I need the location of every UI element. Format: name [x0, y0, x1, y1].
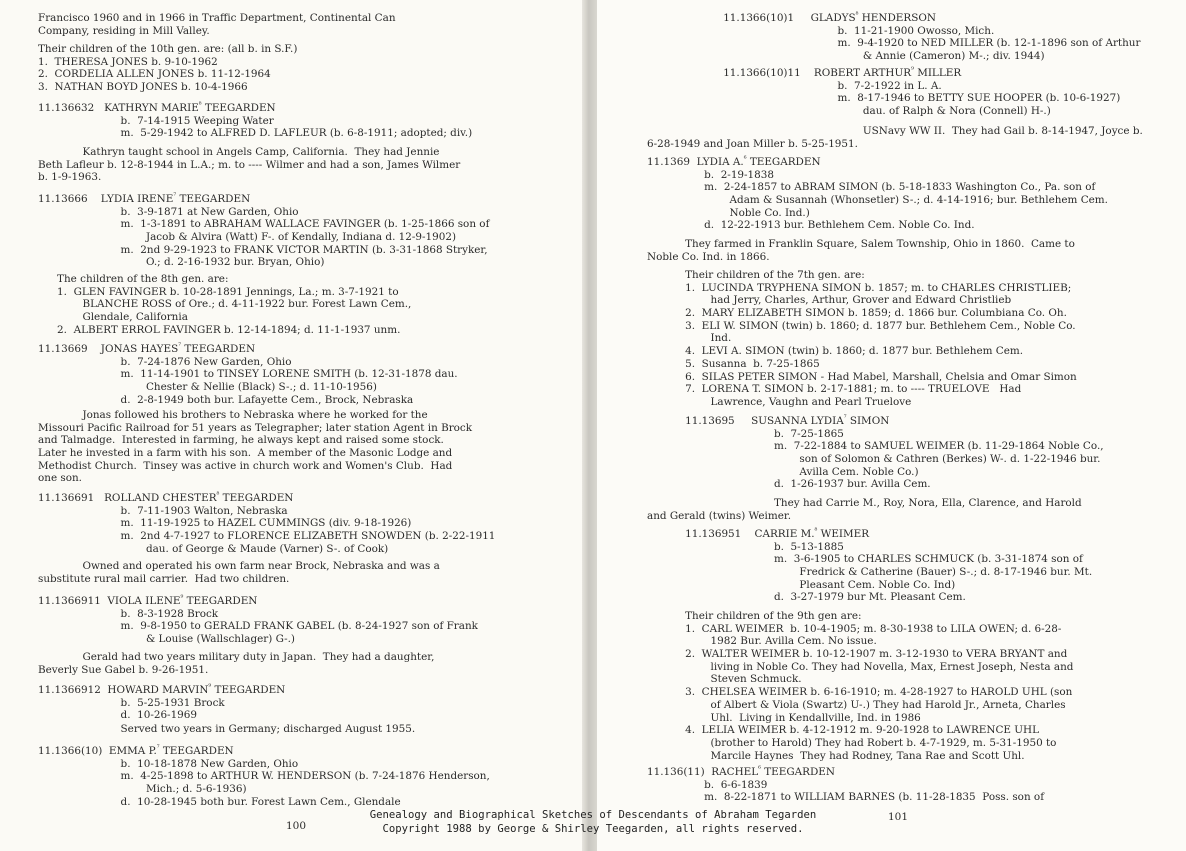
text-line: 11.1366911 VIOLA $ILENE^{^9}$ TEEGARDEN: [38, 594, 258, 607]
text-line: 11.13695 SUSANNA $LYDIA^{^7}$ SIMON: [685, 414, 890, 427]
text-line: of Albert & Viola (Swartz) U-.) They had Harold Jr., Arneta, Charles: [710, 698, 1066, 711]
text-line: Later he invested in a farm with his son. A member of the Masonic Lodge and: [38, 447, 453, 460]
text-line: m. 2nd 9-29-1923 to FRANK VICTOR MARTIN (b. 3-31-1868 Stryker,: [120, 243, 488, 256]
right-page-entry: [647, 766, 1044, 804]
text-line: Glendale, California: [82, 311, 188, 324]
text-line: Beth Lafleur b. 12-8-1944 in L.A.; m. to ---- Wilmer and had a son, James Wilmer: [38, 158, 461, 171]
text-line: They had Carrie M., Roy, Nora, Ella, Clarence, and Harold: [774, 497, 1082, 509]
right-page-entry: [647, 125, 1143, 150]
text-line: Fredrick & Catherine (Bauer) S-.; d. 8-17-1946 bur. Mt.: [799, 566, 1093, 579]
text-line: Missouri Pacific Railroad for 51 years as Telegrapher; later station Agent in Brock: [38, 421, 473, 434]
text-line: m. 8-22-1871 to WILLIAM BARNES (b. 11-28-1835 Poss. son of: [704, 791, 1045, 804]
text-line: 5. Susanna b. 7-25-1865: [685, 357, 820, 370]
text-line: one son.: [38, 472, 82, 485]
text-line: m. 11-19-1925 to HAZEL CUMMINGS (div. 9-18-1926): [120, 517, 412, 530]
text-line: 11.1366912 HOWARD $MARVIN^{^9}$ TEEGARDEN: [38, 683, 286, 696]
text-line: Methodist Church. Tinsey was active in church work and Women's Club. Had: [38, 459, 453, 472]
left-page-entry: [38, 273, 411, 336]
text-line: and Talmadge. Interested in farming, he always kept and raised some stock.: [38, 434, 444, 447]
text-line: b. 5-25-1931 Brock: [120, 696, 225, 709]
text-line: son of Solomon & Cathren (Berkes) W-. d. 1-22-1946 bur.: [799, 453, 1101, 466]
text-line: m. 3-6-1905 to CHARLES SCHMUCK (b. 3-31-1874 son of: [774, 553, 1083, 566]
text-line: Uhl. Living in Kendallville, Ind. in 1986: [710, 711, 921, 724]
footer-copyright: Copyright 1988 by George & Shirley Teegarden, all rights reserved.: [382, 823, 804, 835]
text-line: Marcile Haynes They had Rodney, Tana Rae and Scott Uhl.: [710, 749, 1025, 762]
text-line: 1. LUCINDA TRYPHENA SIMON b. 1857; m. to CHARLES CHRISTLIEB;: [685, 281, 1072, 294]
text-line: Their children of the 10th gen. are: (all b. in S.F.): [38, 43, 298, 55]
text-line: Pleasant Cem. Noble Co. Ind): [799, 578, 956, 591]
right-page-entry: [647, 156, 1108, 232]
text-line: 1. CARL WEIMER b. 10-4-1905; m. 8-30-1938 to LILA OWEN; d. 6-28-: [685, 622, 1062, 635]
left-page-entry: [38, 343, 458, 406]
left-page-entry: [38, 43, 297, 94]
text-line: Mich.; d. 5-6-1936): [145, 783, 247, 796]
text-line: 3. CHELSEA WEIMER b. 6-16-1910; m. 4-28-1927 to HAROLD UHL (son: [685, 686, 1073, 699]
text-line: m. 9-8-1950 to GERALD FRANK GABEL (b. 8-24-1927 son of Frank: [120, 620, 478, 633]
text-line: dau. of George & Maude (Varner) S-. of Cook): [145, 542, 389, 555]
text-line: 4. LELIA WEIMER b. 4-12-1912 m. 9-20-1928 to LAWRENCE UHL: [685, 724, 1039, 737]
text-line: d. 10-28-1945 both bur. Forest Lawn Cem., Glendale: [120, 795, 401, 808]
text-line: BLANCHE ROSS of Ore.; d. 4-11-1922 bur. Forest Lawn Cem.,: [82, 298, 412, 311]
left-page-entry: [38, 409, 472, 485]
text-line: m. 2nd 4-7-1927 to FLORENCE ELIZABETH SNOWDEN (b. 2-22-1911: [120, 530, 496, 543]
left-page-number: 100: [286, 820, 307, 832]
text-line: Their children of the 7th gen. are:: [685, 269, 865, 281]
text-line: m. 2-24-1857 to ABRAM SIMON (b. 5-18-1833 Washington Co., Pa. son of: [704, 181, 1096, 194]
text-line: O.; d. 2-16-1932 bur. Bryan, Ohio): [145, 256, 325, 269]
text-line: USNavy WW II. They had Gail b. 8-14-1947, Joyce b.: [862, 125, 1143, 137]
left-page-entry: [38, 492, 495, 555]
text-line: 11.1366(10) EMMA P.$^{^7}$ TEEGARDEN: [38, 744, 234, 757]
text-line: 11.1366(10)11 ROBERT $ARTHUR^{^9}$ MILLER: [723, 66, 962, 79]
text-line: 2. CORDELIA ALLEN JONES b. 11-12-1964: [38, 68, 271, 81]
book-gutter: [582, 0, 597, 851]
text-line: Their children of the 9th gen are:: [685, 610, 862, 622]
text-line: 6. SILAS PETER SIMON - Had Mabel, Marshall, Chelsia and Omar Simon: [685, 370, 1077, 383]
right-page-entry: [647, 269, 1077, 409]
right-page-number: 101: [888, 811, 909, 823]
left-page-entry: [38, 684, 285, 722]
text-line: 2. MARY ELIZABETH SIMON b. 1859; d. 1866 bur. Columbiana Co. Oh.: [685, 307, 1067, 320]
right-page-entry: [647, 238, 1075, 263]
text-line: living in Noble Co. They had Novella, Max, Ernest Joseph, Nesta and: [710, 660, 1074, 673]
text-line: b. 3-9-1871 at New Garden, Ohio: [120, 205, 299, 218]
text-line: b. 11-21-1900 Owosso, Mich.: [837, 24, 995, 37]
left-page-entry: [38, 102, 472, 140]
text-line: 11.136632 KATHRYN $MARIE^{^8}$ TEEGARDEN: [38, 101, 276, 114]
text-line: Avilla Cem. Noble Co.): [799, 465, 919, 478]
text-line: b. 10-18-1878 New Garden, Ohio: [120, 757, 299, 770]
text-line: Beverly Sue Gabel b. 9-26-1951.: [38, 663, 209, 676]
text-line: m. 8-17-1946 to BETTY SUE HOOPER (b. 10-6-1927): [837, 92, 1121, 105]
text-line: Jacob & Alvira (Watt) F-. of Kendally, Indiana d. 12-9-1902): [145, 231, 457, 244]
text-line: b. 5-13-1885: [774, 540, 844, 553]
right-page-entry: [647, 610, 1073, 762]
text-line: 11.136(11) $RACHEL^{^6}$ TEEGARDEN: [647, 765, 835, 778]
text-line: 11.136691 ROLLAND $CHESTER^{^8}$ TEEGARDEN: [38, 491, 294, 504]
text-line: Adam & Susannah (Whonsetler) S-.; d. 4-14-1916; bur. Bethlehem Cem.: [729, 194, 1108, 207]
text-line: Chester & Nellie (Black) S-.; d. 11-10-1956): [145, 381, 377, 394]
text-line: Noble Co. Ind.): [729, 206, 810, 219]
text-line: 7. LORENA T. SIMON b. 2-17-1881; m. to ---- TRUELOVE Had: [685, 383, 1022, 396]
text-line: b. 7-14-1915 Weeping Water: [120, 114, 274, 127]
text-line: b. 7-24-1876 New Garden, Ohio: [120, 355, 292, 368]
text-line: b. 7-25-1865: [774, 427, 844, 440]
text-line: m. 7-22-1884 to SAMUEL WEIMER (b. 11-29-1864 Noble Co.,: [774, 440, 1104, 453]
text-line: b. 2-19-1838: [704, 168, 774, 181]
text-line: 2. ALBERT ERROL FAVINGER b. 12-14-1894; d. 11-1-1937 unm.: [57, 323, 401, 336]
text-line: 11.13669 JONAS $HAYES^{^7}$ TEEGARDEN: [38, 342, 256, 355]
text-line: Gerald had two years military duty in Japan. They had a daughter,: [82, 651, 435, 663]
text-line: 1. GLEN FAVINGER b. 10-28-1891 Jennings, La.; m. 3-7-1921 to: [57, 285, 399, 298]
text-line: m. 11-14-1901 to TINSEY LORENE SMITH (b. 12-31-1878 dau.: [120, 368, 458, 381]
text-line: & Louise (Wallschlager) G-.): [145, 633, 295, 646]
text-line: m. 5-29-1942 to ALFRED D. LAFLEUR (b. 6-8-1911; adopted; div.): [120, 127, 473, 140]
text-line: d. 3-27-1979 bur Mt. Pleasant Cem.: [774, 591, 966, 604]
text-line: 11.1369 LYDIA A.$^{^6}$ TEEGARDEN: [647, 155, 821, 168]
text-line: Jonas followed his brothers to Nebraska where he worked for the: [82, 409, 428, 421]
right-page: [597, 0, 1186, 851]
text-line: 1982 Bur. Avilla Cem. No issue.: [710, 635, 877, 648]
text-line: d. 12-22-1913 bur. Bethlehem Cem. Noble Co. Ind.: [704, 219, 975, 232]
text-line: 3. NATHAN BOYD JONES b. 10-4-1966: [38, 81, 248, 94]
right-page-entry: [647, 12, 1140, 63]
right-page-entry: [647, 415, 1104, 491]
text-line: b. 7-2-1922 in L. A.: [837, 79, 942, 92]
text-line: Served two years in Germany; discharged August 1955.: [120, 723, 416, 735]
footer-title: Genealogy and Biographical Sketches of Descendants of Abraham Tegarden: [369, 809, 817, 821]
text-line: They farmed in Franklin Square, Salem Township, Ohio in 1860. Came to: [685, 238, 1075, 250]
text-line: m. 1-3-1891 to ABRAHAM WALLACE FAVINGER (b. 1-25-1866 son of: [120, 218, 490, 231]
text-line: 4. LEVI A. SIMON (twin) b. 1860; d. 1877 bur. Bethlehem Cem.: [685, 345, 1024, 358]
text-line: dau. of Ralph & Nora (Connell) H-.): [862, 105, 1051, 118]
text-line: b. 7-11-1903 Walton, Nebraska: [120, 504, 288, 517]
text-line: had Jerry, Charles, Arthur, Grover and Edward Christlieb: [710, 294, 1012, 307]
text-line: and Gerald (twins) Weimer.: [647, 509, 791, 522]
text-line: d. 1-26-1937 bur. Avilla Cem.: [774, 478, 931, 491]
left-page-entry: [38, 745, 490, 808]
text-line: Lawrence, Vaughn and Pearl Truelove: [710, 395, 912, 408]
left-page-entry: [38, 651, 434, 676]
text-line: 3. ELI W. SIMON (twin) b. 1860; d. 1877 bur. Bethlehem Cem., Noble Co.: [685, 319, 1076, 332]
text-line: b. 1-9-1963.: [38, 171, 102, 184]
text-line: d. 2-8-1949 both bur. Lafayette Cem., Brock, Nebraska: [120, 393, 414, 406]
text-line: Steven Schmuck.: [710, 673, 802, 686]
text-line: m. 9-4-1920 to NED MILLER (b. 12-1-1896 son of Arthur: [837, 37, 1141, 50]
text-line: Noble Co. Ind. in 1866.: [647, 250, 770, 263]
text-line: Kathryn taught school in Angels Camp, California. They had Jennie: [82, 146, 440, 158]
text-line: Ind.: [710, 332, 732, 345]
text-line: b. 8-3-1928 Brock: [120, 607, 219, 620]
text-line: 1. THERESA JONES b. 9-10-1962: [38, 55, 218, 68]
left-page-entry: [38, 560, 440, 585]
text-line: 11.1366(10)1 $GLADYS^{^8}$ HENDERSON: [723, 11, 936, 24]
text-line: Francisco 1960 and in 1966 in Traffic Department, Continental Can: [38, 12, 396, 24]
text-line: 11.13666 LYDIA $IRENE^{^7}$ TEEGARDEN: [38, 192, 251, 205]
text-line: The children of the 8th gen. are:: [57, 273, 229, 285]
left-page-entry: [38, 723, 415, 736]
left-page: [0, 0, 582, 851]
text-line: Company, residing in Mill Valley.: [38, 24, 210, 37]
text-line: substitute rural mail carrier. Had two children.: [38, 572, 290, 585]
text-line: (brother to Harold) They had Robert b. 4-7-1929, m. 5-31-1950 to: [710, 736, 1057, 749]
text-line: 2. WALTER WEIMER b. 10-12-1907 m. 3-12-1930 to VERA BRYANT and: [685, 648, 1068, 661]
right-page-entry: [647, 497, 1082, 522]
text-line: d. 10-26-1969: [120, 709, 198, 722]
left-page-entry: [38, 595, 478, 646]
text-line: b. 6-6-1839: [704, 778, 768, 791]
text-line: 11.136951 CARRIE M.$^{^8}$ WEIMER: [685, 527, 870, 540]
text-line: & Annie (Cameron) M-.; div. 1944): [862, 50, 1045, 63]
text-line: m. 4-25-1898 to ARTHUR W. HENDERSON (b. 7-24-1876 Henderson,: [120, 770, 490, 783]
left-page-entry: [38, 12, 396, 37]
left-page-entry: [38, 146, 460, 184]
left-page-entry: [38, 193, 489, 269]
text-line: Owned and operated his own farm near Brock, Nebraska and was a: [82, 560, 440, 572]
text-line: 6-28-1949 and Joan Miller b. 5-25-1951.: [647, 137, 858, 150]
right-page-entry: [647, 528, 1092, 604]
right-page-entry: [647, 67, 1120, 118]
